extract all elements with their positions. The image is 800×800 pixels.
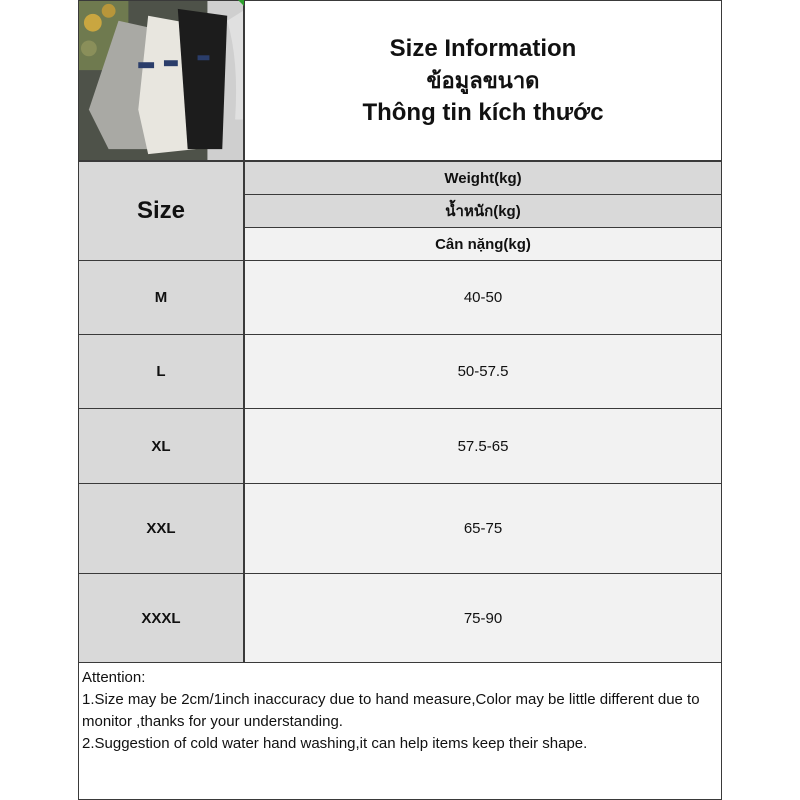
title-cell — [244, 0, 722, 161]
size-column-header: Size — [78, 161, 244, 261]
table-row-weight: 57.5-65 — [244, 408, 722, 484]
table-row-size: L — [78, 334, 244, 409]
attention-line-1: 1.Size may be 2cm/1inch inaccuracy due to hand measure,Color may be little different due to monitor ,thanks for your understanding. — [82, 691, 700, 730]
attention-heading: Attention: — [82, 669, 146, 686]
weight-header-thai: น้ำหนัก(kg) — [244, 194, 722, 228]
title-vietnamese: Thông tin kích thước — [362, 98, 604, 126]
size-chart-sheet — [78, 0, 722, 800]
title-thai: ข้อมูลขนาด — [426, 67, 540, 93]
attention-notes — [78, 662, 722, 800]
weight-header-vietnamese: Cân nặng(kg) — [244, 227, 722, 261]
table-row-size: XXL — [78, 483, 244, 574]
table-row-size: XXXL — [78, 573, 244, 663]
product-photo — [78, 0, 244, 161]
attention-line-2: 2.Suggestion of cold water hand washing,it can help items keep their shape. — [82, 735, 588, 752]
table-row-weight: 65-75 — [244, 483, 722, 574]
title-english: Size Information — [389, 34, 577, 62]
weight-header-english: Weight(kg) — [244, 161, 722, 195]
table-row-weight: 75-90 — [244, 573, 722, 663]
table-row-size: M — [78, 260, 244, 335]
shorts-photo-image — [79, 0, 243, 161]
table-row-weight: 40-50 — [244, 260, 722, 335]
table-row-weight: 50-57.5 — [244, 334, 722, 409]
table-row-size: XL — [78, 408, 244, 484]
